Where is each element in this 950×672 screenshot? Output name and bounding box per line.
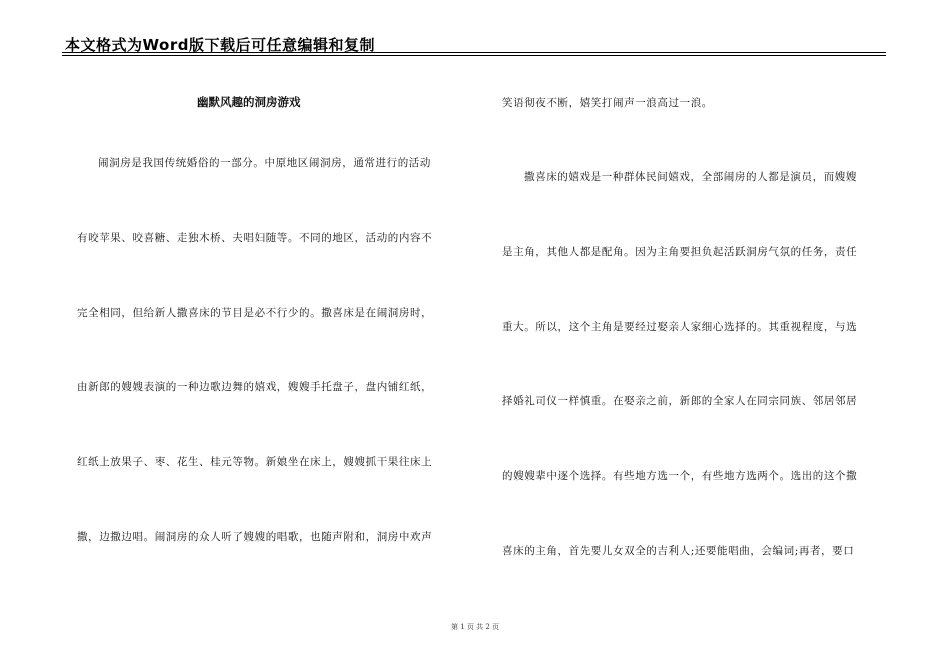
left-column-line: 完全相同，但给新人撒喜床的节目是必不行少的。撒喜床是在闹洞房时， xyxy=(77,307,433,319)
left-column-line: 撒，边撒边唱。闹洞房的众人听了嫂嫂的唱歌，也随声附和，洞房中欢声 xyxy=(77,531,433,543)
left-column-line: 闹洞房是我国传统婚俗的一部分。中原地区闹洞房，通常进行的活动 xyxy=(98,157,431,169)
right-column-line: 笑语彻夜不断，嬉笑打闹声一浪高过一浪。 xyxy=(502,97,713,109)
article-title: 幽默风趣的洞房游戏 xyxy=(197,95,301,109)
right-column-line: 择婚礼司仪一样慎重。在娶亲之前，新郎的全家人在同宗同族、邻居邻居 xyxy=(502,395,858,407)
header-divider-secondary xyxy=(62,55,886,56)
left-column-line: 红纸上放果子、枣、花生、桂元等物。新娘坐在床上，嫂嫂抓干果往床上 xyxy=(77,456,433,468)
page-number-footer: 第 1 页 共 2 页 xyxy=(450,623,500,631)
header-divider xyxy=(62,52,886,53)
right-column-line: 重大。所以，这个主角是要经过娶亲人家细心选择的。其重视程度，与选 xyxy=(502,321,858,333)
right-column-line: 喜床的主角，首先要儿女双全的吉利人;还要能唱曲，会编词;再者，要口 xyxy=(502,545,855,557)
right-column-line: 的嫂嫂辈中逐个选择。有些地方选一个，有些地方选两个。选出的这个撒 xyxy=(502,470,858,482)
document-header-title: 本文格式为Word版下载后可任意编辑和复制 xyxy=(65,36,375,54)
right-column-line: 撒喜床的嬉戏是一种群体民间嬉戏，全部闹房的人都是演员，而嫂嫂 xyxy=(524,171,857,183)
right-column-line: 是主角，其他人都是配角。因为主角要担负起活跃洞房气氛的任务，责任 xyxy=(502,246,858,258)
left-column-line: 由新郎的嫂嫂表演的一种边歌边舞的嬉戏，嫂嫂手托盘子，盘内铺红纸， xyxy=(77,381,433,393)
left-column-line: 有咬苹果、咬喜糖、走独木桥、夫唱妇随等。不同的地区，活动的内容不 xyxy=(77,232,433,244)
